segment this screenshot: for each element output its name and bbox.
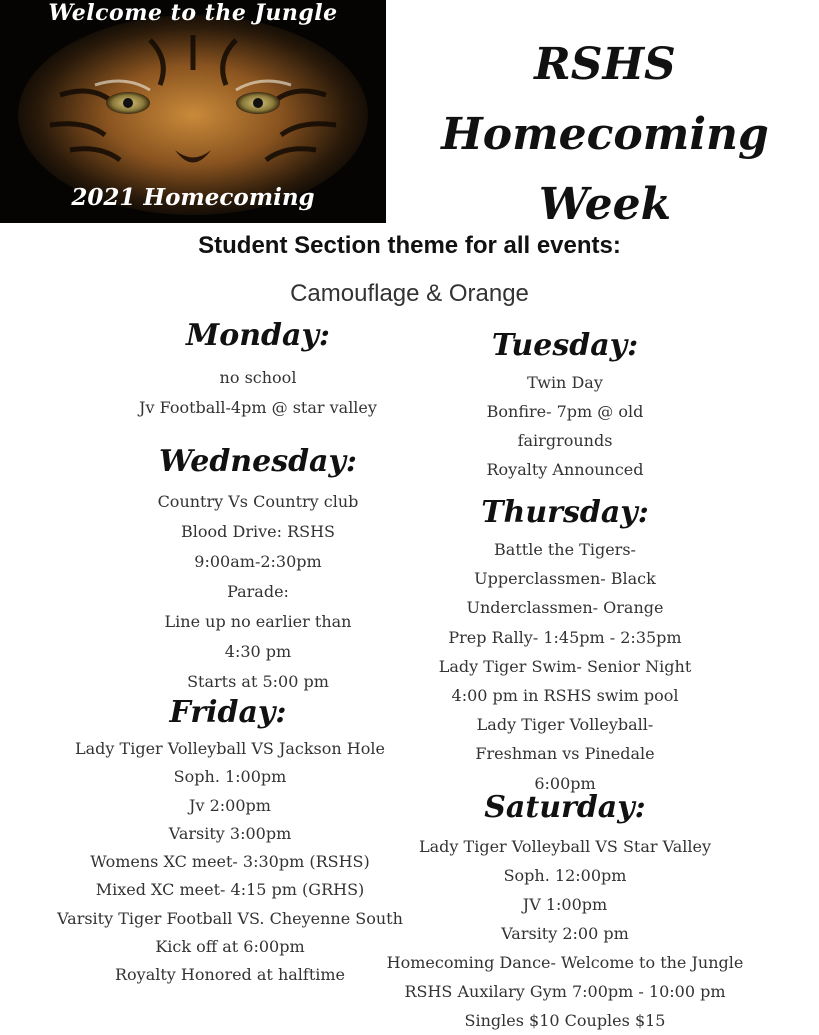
monday-heading: Monday: [186,318,330,353]
list-item: Lady Tiger Swim- Senior Night [438,656,692,676]
banner-image [0,0,386,223]
list-item: Freshman vs Pinedale [475,744,655,764]
list-item: Soph. 12:00pm [503,866,627,885]
list-item: Parade: [227,582,289,601]
list-item: Royalty Honored at halftime [114,965,346,985]
list-item: Homecoming Dance- Welcome to the Jungle [386,953,744,972]
list-item: Kick off at 6:00pm [155,937,305,957]
saturday-heading: Saturday: [484,790,646,825]
list-item: Bonfire- 7pm @ old [486,402,644,421]
saturday-lines [370,832,760,1035]
list-item: 4:00 pm in RSHS swim pool [451,686,679,706]
theme-heading: Student Section theme for all events: [198,232,621,259]
list-item: Battle the Tigers- [494,540,636,559]
thursday-lines [395,535,735,798]
list-item: Singles $10 Couples $15 [464,1011,666,1030]
list-item: Line up no earlier than [164,612,352,631]
list-item: Starts at 5:00 pm [187,672,329,691]
list-item: Varsity 3:00pm [168,823,292,843]
page-title [400,30,810,240]
list-item: Blood Drive: RSHS [181,522,335,541]
list-item: Lady Tiger Volleyball- [476,715,654,735]
list-item: RSHS Auxilary Gym 7:00pm - 10:00 pm [404,982,726,1001]
list-item: Soph. 1:00pm [173,767,287,787]
tuesday-lines [400,368,730,484]
title-line-1: RSHS Homecoming [441,39,769,160]
list-item: no school [219,368,297,387]
list-item: Lady Tiger Volleyball VS Jackson Hole [75,739,385,758]
list-item: Lady Tiger Volleyball VS Star Valley [419,837,711,856]
list-item: 6:00pm [534,773,596,793]
thursday-heading: Thursday: [481,495,649,530]
list-item: Underclassmen- Orange [466,598,664,618]
list-item: Jv 2:00pm [189,795,271,815]
friday-heading: Friday: [169,695,287,730]
theme-value: Camouflage & Orange [290,280,529,307]
list-item: Jv Football-4pm @ star valley [139,398,377,417]
list-item: Varsity 2:00 pm [501,924,629,943]
list-item: Prep Rally- 1:45pm - 2:35pm [448,627,682,647]
tuesday-heading: Tuesday: [491,328,639,363]
list-item: JV 1:00pm [522,895,608,914]
banner-bottom-text: 2021 Homecoming [71,184,315,211]
list-item: Upperclassmen- Black [474,569,656,589]
banner-top-text: Welcome to the Jungle [48,0,338,26]
title-line-2: Week [538,179,672,230]
wednesday-heading: Wednesday: [158,444,358,479]
list-item: Mixed XC meet- 4:15 pm (GRHS) [95,880,365,900]
list-item: 9:00am-2:30pm [194,552,322,571]
list-item: Twin Day [527,373,603,392]
list-item: 4:30 pm [224,642,292,661]
list-item: Country Vs Country club [157,492,359,511]
list-item: fairgrounds [517,431,613,450]
list-item: Royalty Announced [486,460,644,479]
list-item: Womens XC meet- 3:30pm (RSHS) [90,852,370,872]
list-item: Varsity Tiger Football VS. Cheyenne South [57,908,403,928]
